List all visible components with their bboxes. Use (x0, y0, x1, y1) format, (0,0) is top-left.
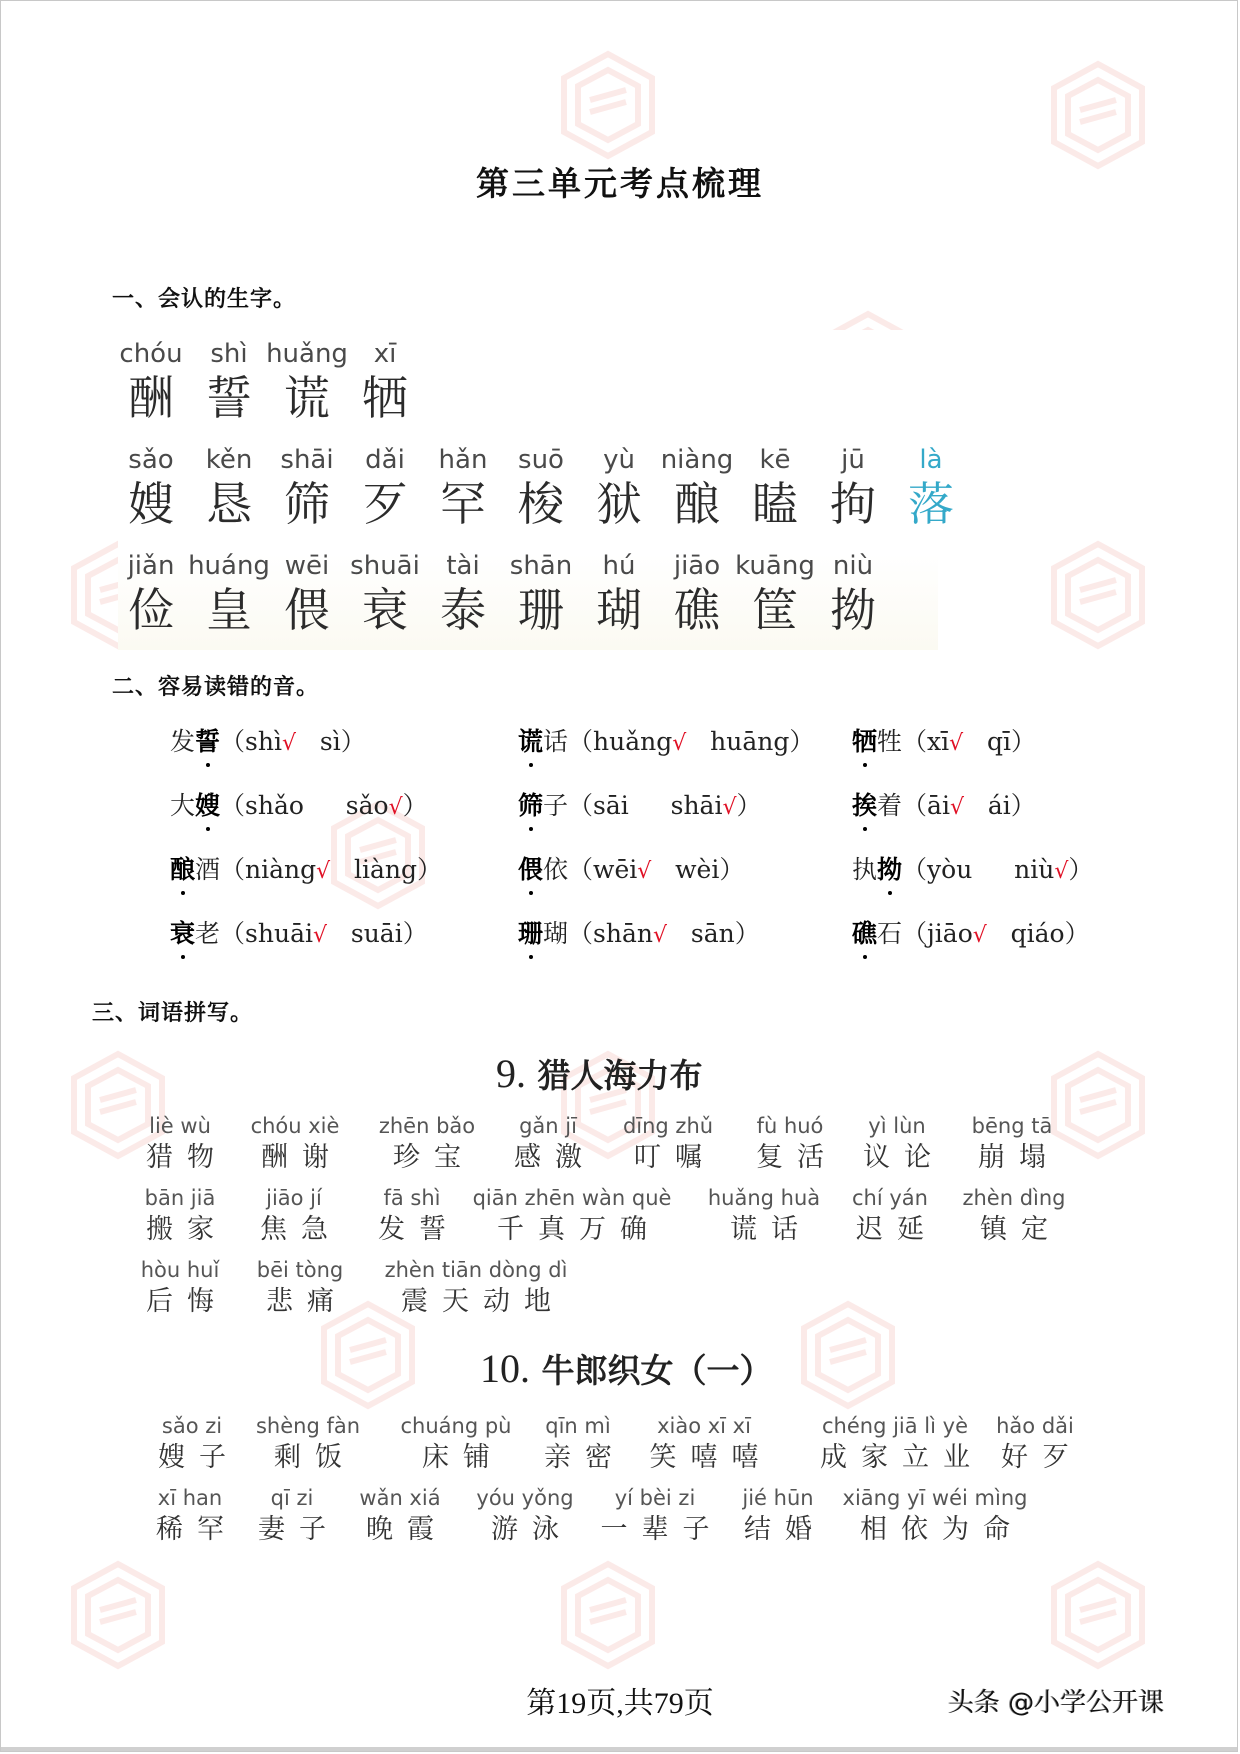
word-hanzi: 镇定 (980, 1214, 1062, 1245)
char-cell (118, 548, 184, 636)
key-char: 嫂 (195, 786, 220, 822)
watermark-logo-icon (70, 1560, 166, 1670)
hanzi: 俭 (128, 583, 174, 637)
gap (686, 727, 710, 756)
option-2: ái (987, 791, 1011, 820)
word-hanzi: 议论 (863, 1142, 945, 1173)
gap (327, 919, 351, 948)
lesson-name: 牛郎织女（一） (541, 1351, 773, 1390)
check-mark-1: √ (312, 923, 328, 948)
word-pinyin: bēi tòng (256, 1258, 344, 1282)
option-2: niù (1014, 855, 1055, 884)
option-1: sāi (593, 791, 629, 820)
word-hanzi: 震天动地 (401, 1286, 565, 1317)
watermark-logo-icon (1050, 1560, 1146, 1670)
hanzi: 狱 (596, 477, 642, 531)
close-paren: ） (736, 791, 762, 820)
word-entry (815, 1412, 984, 1476)
char-row (118, 548, 898, 636)
check-mark-1: √ (972, 923, 987, 948)
word-hanzi: 酬谢 (261, 1142, 343, 1173)
word-pinyin: qīn mì (545, 1414, 611, 1438)
option-2: qiáo (1010, 919, 1065, 948)
word-pinyin: chóu xiè (250, 1114, 340, 1138)
word-hanzi: 一辈子 (600, 1514, 724, 1545)
word-entry (384, 1256, 568, 1320)
hanzi: 礁 (674, 583, 720, 637)
char-cell (188, 548, 270, 637)
word-row (0, 1484, 1240, 1550)
word-hanzi: 剩饭 (274, 1442, 356, 1473)
watermark-logo-icon (560, 1560, 656, 1670)
word-pinyin: zhēn bǎo (378, 1114, 476, 1138)
key-char: 偎 (518, 850, 543, 886)
key-char: 筛 (518, 786, 543, 822)
pronunciation-item (518, 850, 744, 886)
section-heading-pronunciation: 二、容易读错的音。 (112, 675, 320, 700)
lesson-number: 10. (480, 1346, 530, 1391)
word-pinyin: chuáng pù (400, 1414, 512, 1438)
close-paren: ） (789, 727, 815, 756)
word-pinyin: xiào xī xī (657, 1414, 751, 1438)
pronunciation-item (518, 722, 814, 758)
word-entry (842, 1484, 1028, 1548)
char-cell (118, 442, 184, 530)
pinyin: yù (603, 445, 635, 475)
hanzi: 衰 (362, 583, 408, 637)
word-hanzi: 猎物 (146, 1142, 228, 1173)
hanzi: 酿 (674, 477, 720, 531)
close-paren: ） (1068, 855, 1094, 884)
section-heading-word-spelling: 三、词语拼写。 (92, 1001, 254, 1026)
char-cell (586, 548, 652, 636)
hanzi: 拗 (830, 583, 876, 637)
char-cell (508, 548, 574, 636)
check-mark-1: √ (672, 731, 687, 756)
gap (322, 791, 346, 820)
word-entry (934, 1184, 1094, 1248)
word-pinyin: gǎn jī (519, 1114, 577, 1138)
option-2: suāi (350, 919, 403, 948)
char-cell (352, 442, 418, 530)
word-hanzi: 相依为命 (860, 1514, 1024, 1545)
word-hanzi: 珍宝 (393, 1142, 475, 1173)
check-mark-2: √ (1054, 859, 1069, 884)
hanzi: 珊 (518, 583, 564, 637)
word-hanzi: 成家立业 (820, 1442, 984, 1473)
hanzi: 拘 (830, 477, 876, 531)
key-char: 挨 (852, 786, 877, 822)
prefix-char: 发 (170, 727, 196, 756)
pinyin: dǎi (365, 445, 405, 475)
word-hanzi: 叮嘱 (634, 1142, 716, 1173)
check-mark-1: √ (281, 731, 297, 756)
word-entry (228, 1412, 388, 1476)
close-paren: ） (1010, 791, 1036, 820)
gap (990, 855, 1014, 884)
char-cell (196, 442, 262, 530)
pinyin: jiāo (673, 551, 721, 581)
hanzi: 泰 (440, 583, 486, 637)
word-row (0, 1412, 1240, 1478)
hanzi: 瑚 (596, 583, 642, 637)
char-cell (196, 336, 262, 424)
watermark-logo-icon (1050, 60, 1146, 170)
option-2: wèi (675, 855, 720, 884)
word-pinyin: fù huó (756, 1114, 824, 1138)
pronunciation-item (852, 914, 1090, 950)
close-paren: ） (417, 855, 443, 884)
key-char: 拗 (877, 850, 902, 886)
option-1: jiāo (927, 919, 973, 948)
pinyin: shì (210, 339, 248, 369)
word-entry (932, 1112, 1092, 1176)
gap (964, 791, 988, 820)
pronunciation-item (170, 850, 442, 886)
key-char: 衰 (170, 914, 195, 950)
check-mark-1: √ (637, 859, 652, 884)
close-paren: ） (734, 919, 760, 948)
pronunciation-item (170, 786, 428, 822)
word-hanzi: 好歹 (1001, 1442, 1083, 1473)
open-paren: （ (220, 791, 246, 820)
word-pinyin: sǎo zi (161, 1414, 223, 1438)
option-2: qī (987, 727, 1012, 756)
word-row (0, 1184, 1240, 1250)
check-mark-2: √ (388, 795, 403, 820)
word-hanzi: 谎话 (730, 1214, 812, 1245)
word-pinyin: xī han (157, 1486, 223, 1510)
pronunciation-item (170, 914, 428, 950)
pinyin: sǎo (128, 445, 174, 475)
pinyin: là (919, 445, 943, 475)
word-pinyin: fā shì (383, 1186, 441, 1210)
char-cell (274, 548, 340, 636)
section-heading-recognize-chars: 一、会认的生字。 (112, 287, 297, 312)
close-paren: ） (402, 791, 428, 820)
pinyin: shān (509, 551, 573, 581)
hanzi: 筐 (752, 583, 798, 637)
option-2: shāi (670, 791, 723, 820)
hanzi: 酬 (128, 371, 174, 425)
word-pinyin: qī zi (270, 1486, 314, 1510)
gap (296, 727, 320, 756)
watermark-logo-icon (560, 50, 656, 160)
open-paren: （ (568, 727, 594, 756)
lesson-number: 9. (496, 1051, 526, 1096)
word-pinyin: huǎng huà (707, 1186, 821, 1210)
key-char: 酿 (170, 850, 195, 886)
open-paren: （ (902, 855, 928, 884)
pinyin: shāi (280, 445, 334, 475)
source-attribution: 头条 @小学公开课 (948, 1688, 1165, 1718)
word-pinyin: shèng fàn (255, 1414, 361, 1438)
char-cell (820, 442, 886, 530)
prefix-char: 执 (852, 855, 878, 884)
char-cell (742, 442, 808, 530)
word-pinyin: yí bèi zi (614, 1486, 696, 1510)
open-paren: （ (902, 727, 928, 756)
char-cell (664, 548, 730, 636)
word-hanzi: 稀罕 (156, 1514, 238, 1545)
word-hanzi: 嫂子 (158, 1442, 240, 1473)
hanzi: 歹 (362, 477, 408, 531)
option-2: sì (319, 727, 341, 756)
hanzi: 嫂 (128, 477, 174, 531)
pronunciation-item (852, 850, 1093, 886)
word-entry (332, 1184, 492, 1248)
check-mark-1: √ (316, 859, 331, 884)
option-2: liàng (354, 855, 418, 884)
open-paren: （ (568, 919, 594, 948)
char-cell (118, 336, 184, 424)
char-cell (352, 336, 418, 424)
check-mark-1: √ (949, 795, 964, 820)
lesson-name: 猎人海力布 (537, 1056, 703, 1095)
page-number: 第19页,共79页 (526, 1687, 714, 1720)
char-row (118, 442, 976, 530)
suffix-char: 着 (877, 791, 903, 820)
gap (987, 919, 1011, 948)
word-hanzi: 亲密 (544, 1442, 626, 1473)
suffix-char: 老 (195, 919, 221, 948)
word-hanzi: 发誓 (378, 1214, 460, 1245)
char-cell (430, 442, 496, 530)
option-1: shǎo (245, 791, 304, 820)
suffix-char: 依 (543, 855, 569, 884)
char-cell (898, 442, 964, 530)
word-hanzi: 焦急 (260, 1214, 342, 1245)
pronunciation-item (170, 722, 366, 758)
word-pinyin: zhèn dìng (962, 1186, 1066, 1210)
word-hanzi: 晚霞 (366, 1514, 448, 1545)
word-hanzi: 崩塌 (978, 1142, 1060, 1173)
open-paren: （ (902, 791, 928, 820)
word-pinyin: yóu yǒng (476, 1486, 574, 1510)
word-entry (220, 1256, 380, 1320)
word-pinyin: hǎo dǎi (996, 1414, 1074, 1438)
lesson-title (480, 1345, 772, 1392)
word-hanzi: 千真万确 (497, 1214, 661, 1245)
word-pinyin: hòu huǐ (140, 1258, 220, 1282)
hanzi: 偎 (284, 583, 330, 637)
pinyin: tài (446, 551, 480, 581)
close-paren: ） (402, 919, 428, 948)
char-cell (352, 548, 418, 636)
word-row (0, 1256, 1240, 1322)
hanzi: 梭 (518, 477, 564, 531)
hanzi: 落 (908, 477, 954, 531)
word-hanzi: 搬家 (146, 1214, 228, 1245)
key-char: 牺 (852, 722, 877, 758)
pinyin: hǎn (438, 445, 488, 475)
check-mark-1: √ (949, 731, 964, 756)
pronunciation-item (518, 914, 760, 950)
char-cell (274, 442, 340, 530)
word-pinyin: bēng tā (971, 1114, 1053, 1138)
word-pinyin: qiān zhēn wàn què (472, 1186, 672, 1210)
char-cell (820, 548, 886, 636)
option-2: huāng (710, 727, 790, 756)
hanzi: 筛 (284, 477, 330, 531)
char-cell (508, 442, 574, 530)
suffix-char: 牲 (877, 727, 903, 756)
prefix-char: 大 (170, 791, 196, 820)
word-pinyin: wǎn xiá (359, 1486, 441, 1510)
char-row (118, 336, 430, 424)
open-paren: （ (902, 919, 928, 948)
option-1: xī (927, 727, 950, 756)
word-pinyin: zhèn tiān dòng dì (384, 1258, 568, 1282)
word-entry (698, 1484, 858, 1548)
word-pinyin: jié hūn (742, 1486, 814, 1510)
word-entry (472, 1184, 672, 1248)
gap (330, 855, 354, 884)
option-1: wēi (593, 855, 638, 884)
word-pinyin: bān jiā (144, 1186, 216, 1210)
word-hanzi: 感激 (514, 1142, 596, 1173)
option-1: shì (245, 727, 282, 756)
word-entry (624, 1412, 784, 1476)
close-paren: ） (1064, 919, 1090, 948)
pinyin: niù (832, 551, 874, 581)
char-cell (586, 442, 652, 530)
word-hanzi: 结婚 (744, 1514, 826, 1545)
hanzi: 恳 (206, 477, 252, 531)
hanzi: 皇 (206, 583, 252, 637)
char-cell (266, 336, 348, 425)
word-hanzi: 悲痛 (266, 1286, 348, 1317)
option-1: niàng (245, 855, 317, 884)
key-char: 珊 (518, 914, 543, 950)
option-1: āi (927, 791, 950, 820)
char-cell (660, 442, 734, 531)
page-title: 第三单元考点梳理 (476, 164, 764, 203)
pinyin: jiǎn (127, 551, 175, 581)
suffix-char: 石 (877, 919, 903, 948)
close-paren: ） (719, 855, 745, 884)
word-pinyin: liè wù (149, 1114, 211, 1138)
pinyin: xī (373, 339, 397, 369)
word-hanzi: 复活 (756, 1142, 838, 1173)
pinyin: kuāng (735, 551, 815, 581)
pronunciation-item (518, 786, 762, 822)
open-paren: （ (220, 727, 246, 756)
word-pinyin: jiāo jí (266, 1186, 322, 1210)
char-cell (735, 548, 815, 637)
pinyin: kěn (205, 445, 253, 475)
open-paren: （ (568, 855, 594, 884)
recognize-chars-panel (118, 330, 954, 650)
check-mark-2: √ (722, 795, 737, 820)
pinyin: huáng (188, 551, 270, 581)
key-char: 誓 (195, 722, 220, 758)
option-2: sān (690, 919, 735, 948)
lesson-title (496, 1050, 702, 1097)
key-char: 谎 (518, 722, 543, 758)
pinyin: shuāi (350, 551, 420, 581)
word-pinyin: xiāng yī wéi mìng (842, 1486, 1028, 1510)
word-pinyin: dīng zhǔ (622, 1114, 714, 1138)
hanzi: 牺 (362, 371, 408, 425)
option-2: sǎo (345, 791, 389, 820)
pinyin: suō (518, 445, 564, 475)
suffix-char: 子 (543, 791, 569, 820)
option-1: huǎng (593, 727, 673, 756)
word-hanzi: 床铺 (422, 1442, 504, 1473)
word-hanzi: 妻子 (258, 1514, 340, 1545)
suffix-char: 瑚 (543, 919, 569, 948)
word-hanzi: 游泳 (491, 1514, 573, 1545)
open-paren: （ (568, 791, 594, 820)
close-paren: ） (1011, 727, 1037, 756)
pinyin: kē (759, 445, 791, 475)
hanzi: 谎 (284, 371, 330, 425)
pinyin: jū (841, 445, 865, 475)
gap (667, 919, 691, 948)
open-paren: （ (220, 919, 246, 948)
hanzi: 罕 (440, 477, 486, 531)
pinyin: niàng (660, 445, 734, 475)
word-hanzi: 后悔 (146, 1286, 228, 1317)
watermark-logo-icon (1050, 540, 1146, 650)
pinyin: huǎng (266, 339, 348, 369)
word-hanzi: 笑嘻嘻 (649, 1442, 773, 1473)
pinyin: hú (602, 551, 636, 581)
pronunciation-item (852, 722, 1036, 758)
check-mark-1: √ (652, 923, 668, 948)
word-pinyin: yì lùn (868, 1114, 926, 1138)
pinyin: wēi (284, 551, 330, 581)
char-cell (430, 548, 496, 636)
word-hanzi: 迟延 (856, 1214, 938, 1245)
key-char: 礁 (852, 914, 877, 950)
suffix-char: 酒 (195, 855, 221, 884)
word-row (0, 1112, 1240, 1178)
pronunciation-item (852, 786, 1036, 822)
pinyin: chóu (119, 339, 183, 369)
gap (647, 791, 671, 820)
option-1: yòu (927, 855, 973, 884)
hanzi: 誓 (206, 371, 252, 425)
option-1: shān (593, 919, 653, 948)
word-pinyin: chéng jiā lì yè (822, 1414, 968, 1438)
hanzi: 瞌 (752, 477, 798, 531)
suffix-char: 话 (543, 727, 569, 756)
word-pinyin: chí yán (852, 1186, 928, 1210)
open-paren: （ (220, 855, 246, 884)
option-1: shuāi (245, 919, 313, 948)
gap (963, 727, 987, 756)
close-paren: ） (340, 727, 366, 756)
gap (651, 855, 675, 884)
word-entry (955, 1412, 1115, 1476)
